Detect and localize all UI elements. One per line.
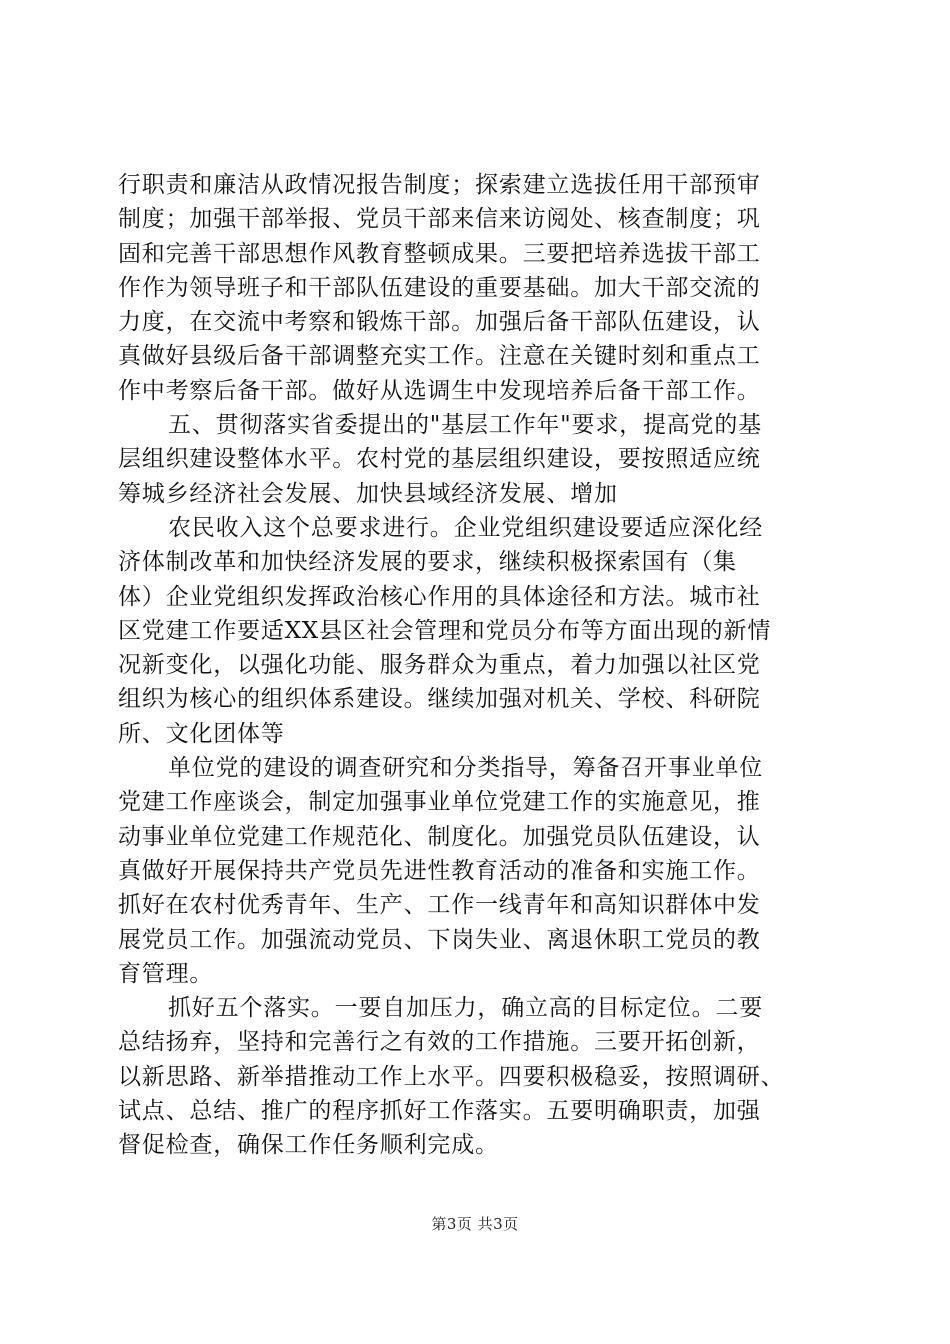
text-line: 党建工作座谈会，制定加强事业单位党建工作的实施意见，推 <box>118 789 761 816</box>
document-body <box>118 168 838 1163</box>
text-line: 抓好在农村优秀青年、生产、工作一线青年和高知识群体中发 <box>118 892 761 919</box>
text-line: 试点、总结、推广的程序抓好工作落实。五要明确职责，加强 <box>118 1098 761 1125</box>
text-line: 力度，在交流中考察和锻炼干部。加强后备干部队伍建设，认 <box>118 309 761 336</box>
text-line: 以新思路、新举措推动工作上水平。四要积极稳妥，按照调研、 <box>118 1063 785 1090</box>
text-line: 固和完善干部思想作风教育整顿成果。三要把培养选拔干部工 <box>118 240 761 267</box>
text-line: 展党员工作。加强流动党员、下岗失业、离退休职工党员的教 <box>118 926 761 953</box>
text-line: 行职责和廉洁从政情况报告制度；探索建立选拔任用干部预审 <box>118 172 761 198</box>
text-line: 筹城乡经济社会发展、加快县域经济发展、增加 <box>118 480 618 507</box>
page-number-footer: 第3页 共3页 <box>431 1215 519 1233</box>
text-line: 育管理。 <box>118 960 214 987</box>
text-line: 况新变化，以强化功能、服务群众为重点，着力加强以社区党 <box>118 652 761 679</box>
text-line: 体）企业党组织发挥政治核心作用的具体途径和方法。城市社 <box>118 583 761 610</box>
text-line: 层组织建设整体水平。农村党的基层组织建设，要按照适应统 <box>118 446 761 473</box>
text-line: 动事业单位党建工作规范化、制度化。加强党员队伍建设，认 <box>118 823 761 850</box>
paragraph-start-line: 五、贯彻落实省委提出的"基层工作年"要求，提高党的基 <box>168 412 762 439</box>
text-line: 作作为领导班子和干部队伍建设的重要基础。加大干部交流的 <box>118 274 761 301</box>
text-line: 所、文化团体等 <box>118 720 285 747</box>
paragraph-start-line: 抓好五个落实。一要自加压力，确立高的目标定位。二要 <box>168 995 763 1022</box>
text-line: 督促检查，确保工作任务顺利完成。 <box>118 1132 499 1159</box>
text-line: 区党建工作要适XX县区社会管理和党员分布等方面出现的新情 <box>118 617 772 644</box>
text-line: 真做好县级后备干部调整充实工作。注意在关键时刻和重点工 <box>118 343 761 370</box>
paragraph-start-line: 农民收入这个总要求进行。企业党组织建设要适应深化经 <box>168 514 763 541</box>
text-line: 真做好开展保持共产党员先进性教育活动的准备和实施工作。 <box>118 857 761 884</box>
text-line: 总结扬弃，坚持和完善行之有效的工作措施。三要开拓创新， <box>118 1029 761 1056</box>
paragraph-start-line: 单位党的建设的调查研究和分类指导，筹备召开事业单位 <box>168 755 763 782</box>
text-line: 济体制改革和加快经济发展的要求，继续积极探索国有（集 <box>118 549 737 576</box>
text-line: 作中考察后备干部。做好从选调生中发现培养后备干部工作。 <box>118 377 761 404</box>
text-line: 组织为核心的组织体系建设。继续加强对机关、学校、科研院 <box>118 686 761 713</box>
text-line: 制度；加强干部举报、党员干部来信来访阅处、核查制度；巩 <box>118 206 761 233</box>
